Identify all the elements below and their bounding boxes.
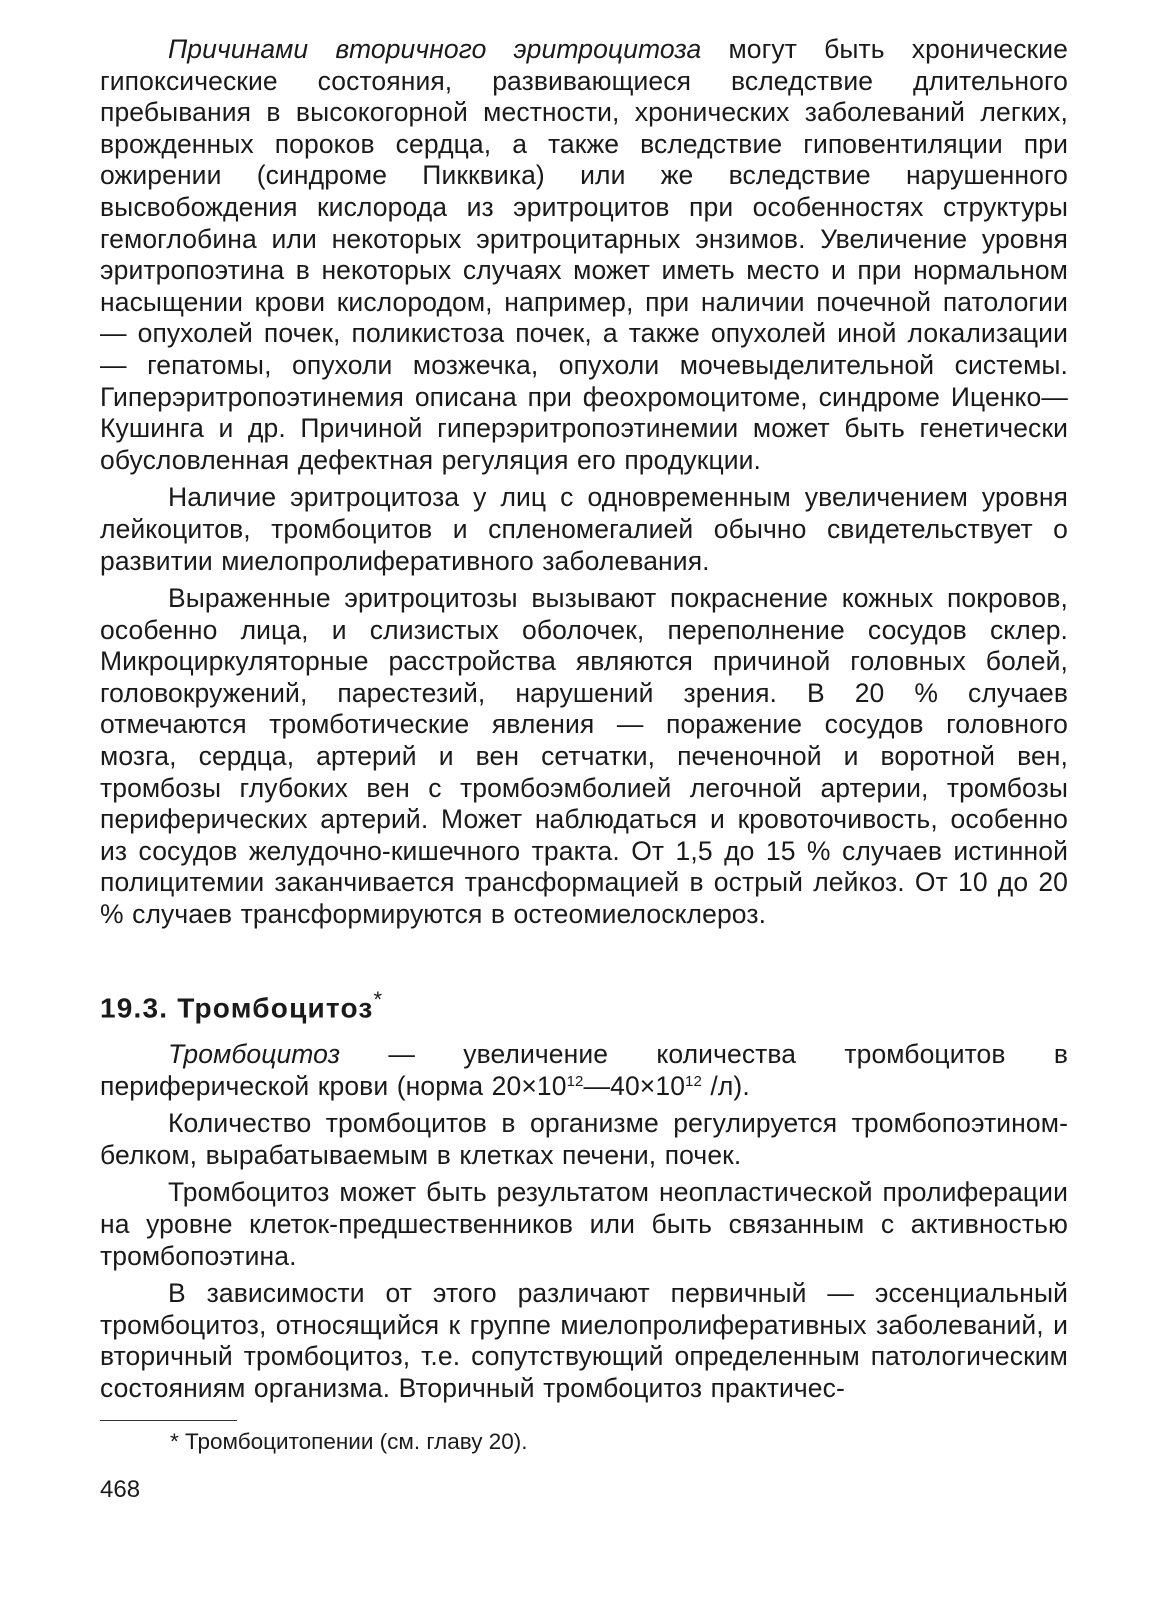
paragraph-thrombocytosis-definition — [100, 1039, 1068, 1102]
paragraph-text: Выраженные эритроцитозы вызывают покраснение кожных покровов, особенно лица, и слизистых оболочек, переполнение сосудов склер. Микроциркуляторные расстройства являются причиной головных болей, головокружений, парестезий, нарушений зрения. В 20 % случаев отмечаются тромботические явления — поражение сосудов головного мозга, сердца, артерий и вен сетчатки, печеночной и воротной вен, тромбозы глубоких вен с тромбоэмболией легочной артерии, тромбозы периферических артерий. Может наблюдаться и кровоточивость, особенно из сосудов желудочно-кишечного тракта. От 1,5 до 15 % случаев истинной полицитемии заканчивается трансформацией в острый лейкоз. От 10 до 20 % случаев трансформируются в остеомиелосклероз. — [100, 583, 1068, 930]
definition-text-after: /л). — [701, 1070, 750, 1101]
paragraph-text: В зависимости от этого различают первичный — эссенциальный тромбоцитоз, относящийся к группе миелопролиферативных заболеваний, и вторичный тромбоцитоз, т.е. сопутствующий определенным патологическим состояниям организма. Вторичный тромбоцитоз практичес- — [100, 1278, 1068, 1403]
paragraph-secondary-erythrocytosis-causes — [100, 34, 1068, 476]
paragraph-text: могут быть хронические гипоксические состояния, развивающиеся вследствие длительного пребывания в высокогорной местности, хронических заболеваний легких, врожденных пороков сердца, а также вследствие гиповентиляции при ожирении (синдроме Пикквика) или же вследствие нарушенного высвобождения кислорода из эритроцитов при особенностях структуры гемоглобина или некоторых эритроцитарных энзимов. Увеличение уровня эритропоэтина в некоторых случаях может иметь место и при нормальном насыщении крови кислородом, например, при наличии почечной патологии — опухолей почек, поликистоза почек, а также опухолей иной локализации — гепатомы, опухоли мозжечка, опухоли мочевыделительной системы. Гиперэритропоэтинемия описана при феохромоцитоме, синдроме Иценко—Кушинга и др. Причиной гиперэритропоэтинемии может быть генетически обусловленная дефектная регуляция его продукции. — [100, 34, 1068, 475]
page-number: 468 — [100, 1476, 141, 1503]
book-page — [100, 34, 1068, 1574]
footnote-divider — [100, 1420, 237, 1421]
paragraph-italic-lead: Причинами вторичного эритроцитоза — [168, 34, 702, 64]
definition-text-middle: —40×10 — [583, 1070, 686, 1101]
paragraph-erythrocytosis-symptoms — [100, 583, 1068, 931]
paragraph-thrombocytosis-origin — [100, 1177, 1068, 1272]
footnote: * Тромбоцитопении (см. главу 20). — [170, 1429, 528, 1454]
paragraph-myeloproliferative — [100, 482, 1068, 577]
paragraph-text: Количество тромбоцитов в организме регулируется тромбопоэтином-белком, вырабатываемым в клетках печени, почек. — [100, 1108, 1068, 1170]
section-title: 19.3. Тромбоцитоз — [100, 991, 374, 1023]
paragraph-thrombopoietin — [100, 1108, 1068, 1171]
paragraph-text: Тромбоцитоз может быть результатом неопластической пролиферации на уровне клеток-предшественников или быть связанным с активностью тромбопоэтина. — [100, 1177, 1068, 1271]
paragraph-primary-secondary — [100, 1278, 1068, 1404]
section-heading — [100, 983, 1068, 1025]
footnote-marker: * — [373, 986, 384, 1012]
paragraph-italic-lead: Тромбоцитоз — [168, 1038, 341, 1069]
exponent: 12 — [566, 1072, 584, 1090]
definition-text-before: — увеличение количества тромбоцитов в периферической крови (норма 20×10 — [100, 1038, 1068, 1101]
exponent: 12 — [685, 1072, 702, 1090]
paragraph-text: Наличие эритроцитоза у лиц с одновременным увеличением уровня лейкоцитов, тромбоцитов и спленомегалией обычно свидетельствует о развитии миелопролиферативного заболевания. — [100, 482, 1068, 576]
